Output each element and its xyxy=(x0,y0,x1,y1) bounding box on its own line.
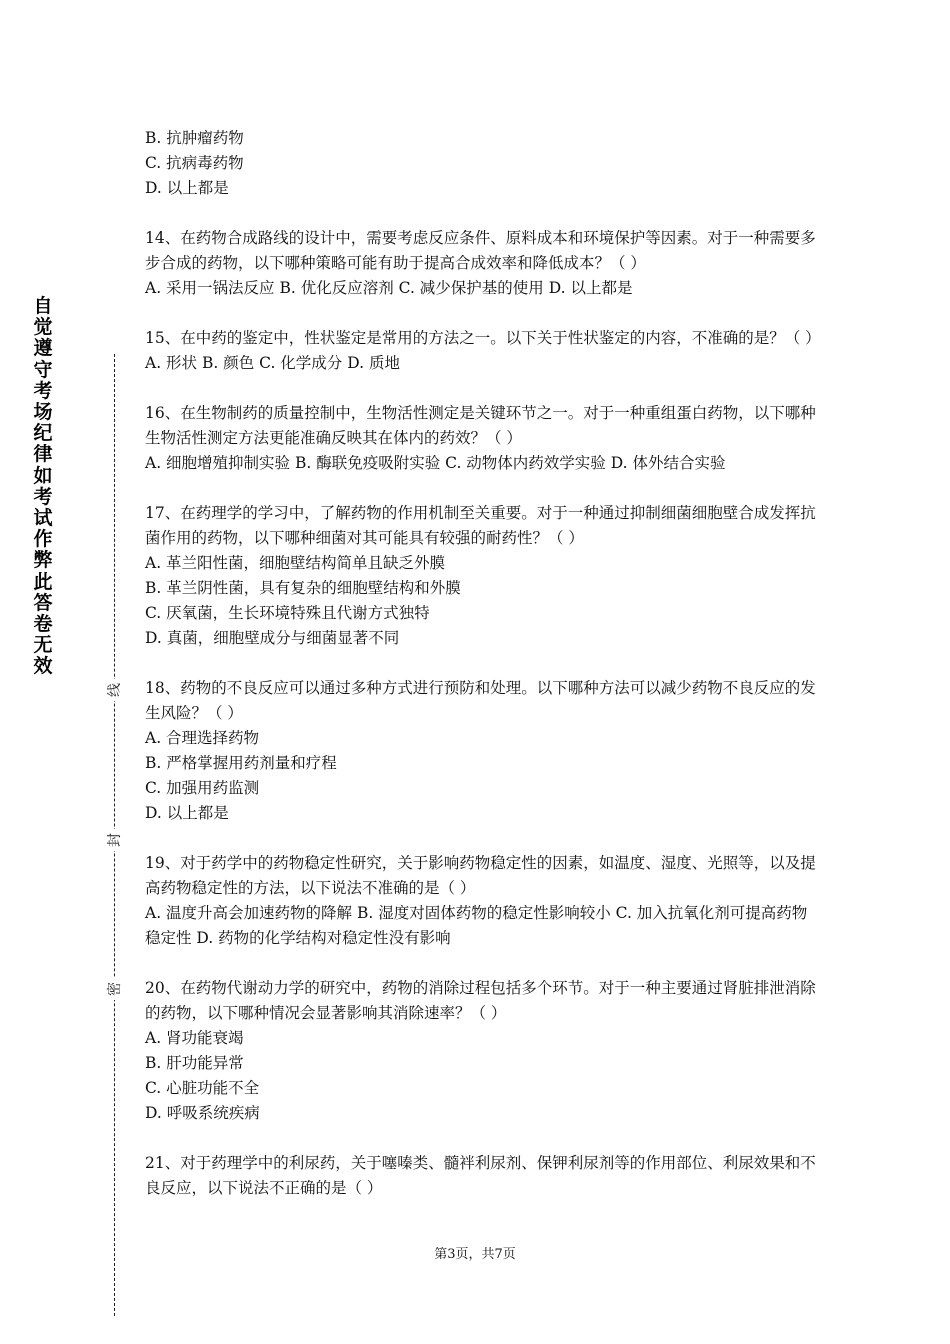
option-c: C. 厌氧菌，生长环境特殊且代谢方式独特 xyxy=(145,604,430,622)
option-a: A. 革兰阳性菌，细胞壁结构简单且缺乏外膜 xyxy=(145,554,446,572)
option-d: D. 以上都是 xyxy=(145,804,229,822)
question-20 xyxy=(145,976,817,1126)
question-stem: 16、在生物制药的质量控制中，生物活性测定是关键环节之一。对于一种重组蛋白药物，以下哪种生物活性测定方法更能准确反映其在体内的药效？（ ） xyxy=(145,404,816,447)
question-21 xyxy=(145,1151,817,1201)
page-number: 第3页，共7页 xyxy=(434,1247,516,1262)
question-stem: 14、在药物合成路线的设计中，需要考虑反应条件、原料成本和环境保护等因素。对于一种需要多步合成的药物，以下哪种策略可能有助于提高合成效率和降低成本？（ ） xyxy=(145,229,816,272)
option-b: B. 肝功能异常 xyxy=(145,1054,244,1072)
question-19 xyxy=(145,851,817,951)
option-d: D. 呼吸系统疾病 xyxy=(145,1104,260,1122)
option-b: B. 严格掌握用药剂量和疗程 xyxy=(145,754,337,772)
question-18 xyxy=(145,676,817,826)
seal-word-seal: 封 xyxy=(104,829,126,851)
seal-word-line: 线 xyxy=(104,679,126,701)
seal-word-secret: 密 xyxy=(104,978,126,1000)
question-stem: 18、药物的不良反应可以通过多种方式进行预防和处理。以下哪种方法可以减少药物不良反应的发生风险？（ ） xyxy=(145,679,816,722)
option-b: B. 革兰阴性菌，具有复杂的细胞壁结构和外膜 xyxy=(145,579,461,597)
question-13-tail xyxy=(145,126,817,201)
question-list xyxy=(145,126,821,1201)
question-options: A. 形状 B. 颜色 C. 化学成分 D. 质地 xyxy=(145,354,400,372)
question-stem: 15、在中药的鉴定中，性状鉴定是常用的方法之一。以下关于性状鉴定的内容，不准确的是？（ ） xyxy=(145,329,821,347)
question-stem: 17、在药理学的学习中，了解药物的作用机制至关重要。对于一种通过抑制细菌细胞壁合成发挥抗菌作用的药物，以下哪种细菌对其可能具有较强的耐药性？（ ） xyxy=(145,504,816,547)
question-stem: 20、在药物代谢动力学的研究中，药物的消除过程包括多个环节。对于一种主要通过肾脏排泄消除的药物，以下哪种情况会显著影响其消除速率？（ ） xyxy=(145,979,816,1022)
question-stem: 21、对于药理学中的利尿药，关于噻嗪类、髓袢利尿剂、保钾利尿剂等的作用部位、利尿效果和不良反应，以下说法不正确的是（ ） xyxy=(145,1154,816,1197)
question-15 xyxy=(145,326,821,376)
question-options: A. 采用一锅法反应 B. 优化反应溶剂 C. 减少保护基的使用 D. 以上都是 xyxy=(145,279,633,297)
exam-discipline-notice: 自觉遵守考场纪律如考试作弊此答卷无效 xyxy=(33,295,53,678)
option-c: C. 抗病毒药物 xyxy=(145,154,244,172)
option-b: B. 抗肿瘤药物 xyxy=(145,129,244,147)
question-options: A. 温度升高会加速药物的降解 B. 湿度对固体药物的稳定性影响较小 C. 加入抗氧化剂可提高药物稳定性 D. 药物的化学结构对稳定性没有影响 xyxy=(145,904,808,947)
question-stem: 19、对于药学中的药物稳定性研究，关于影响药物稳定性的因素，如温度、湿度、光照等，以及提高药物稳定性的方法，以下说法不准确的是（ ） xyxy=(145,854,816,897)
option-a: A. 合理选择药物 xyxy=(145,729,260,747)
question-options: A. 细胞增殖抑制实验 B. 酶联免疫吸附实验 C. 动物体内药效学实验 D. 体外结合实验 xyxy=(145,454,726,472)
option-d: D. 以上都是 xyxy=(145,179,229,197)
option-c: C. 心脏功能不全 xyxy=(145,1079,260,1097)
question-14 xyxy=(145,226,817,301)
question-16 xyxy=(145,401,817,476)
question-17 xyxy=(145,501,817,651)
option-c: C. 加强用药监测 xyxy=(145,779,260,797)
option-a: A. 肾功能衰竭 xyxy=(145,1029,244,1047)
option-d: D. 真菌，细胞壁成分与细菌显著不同 xyxy=(145,629,400,647)
